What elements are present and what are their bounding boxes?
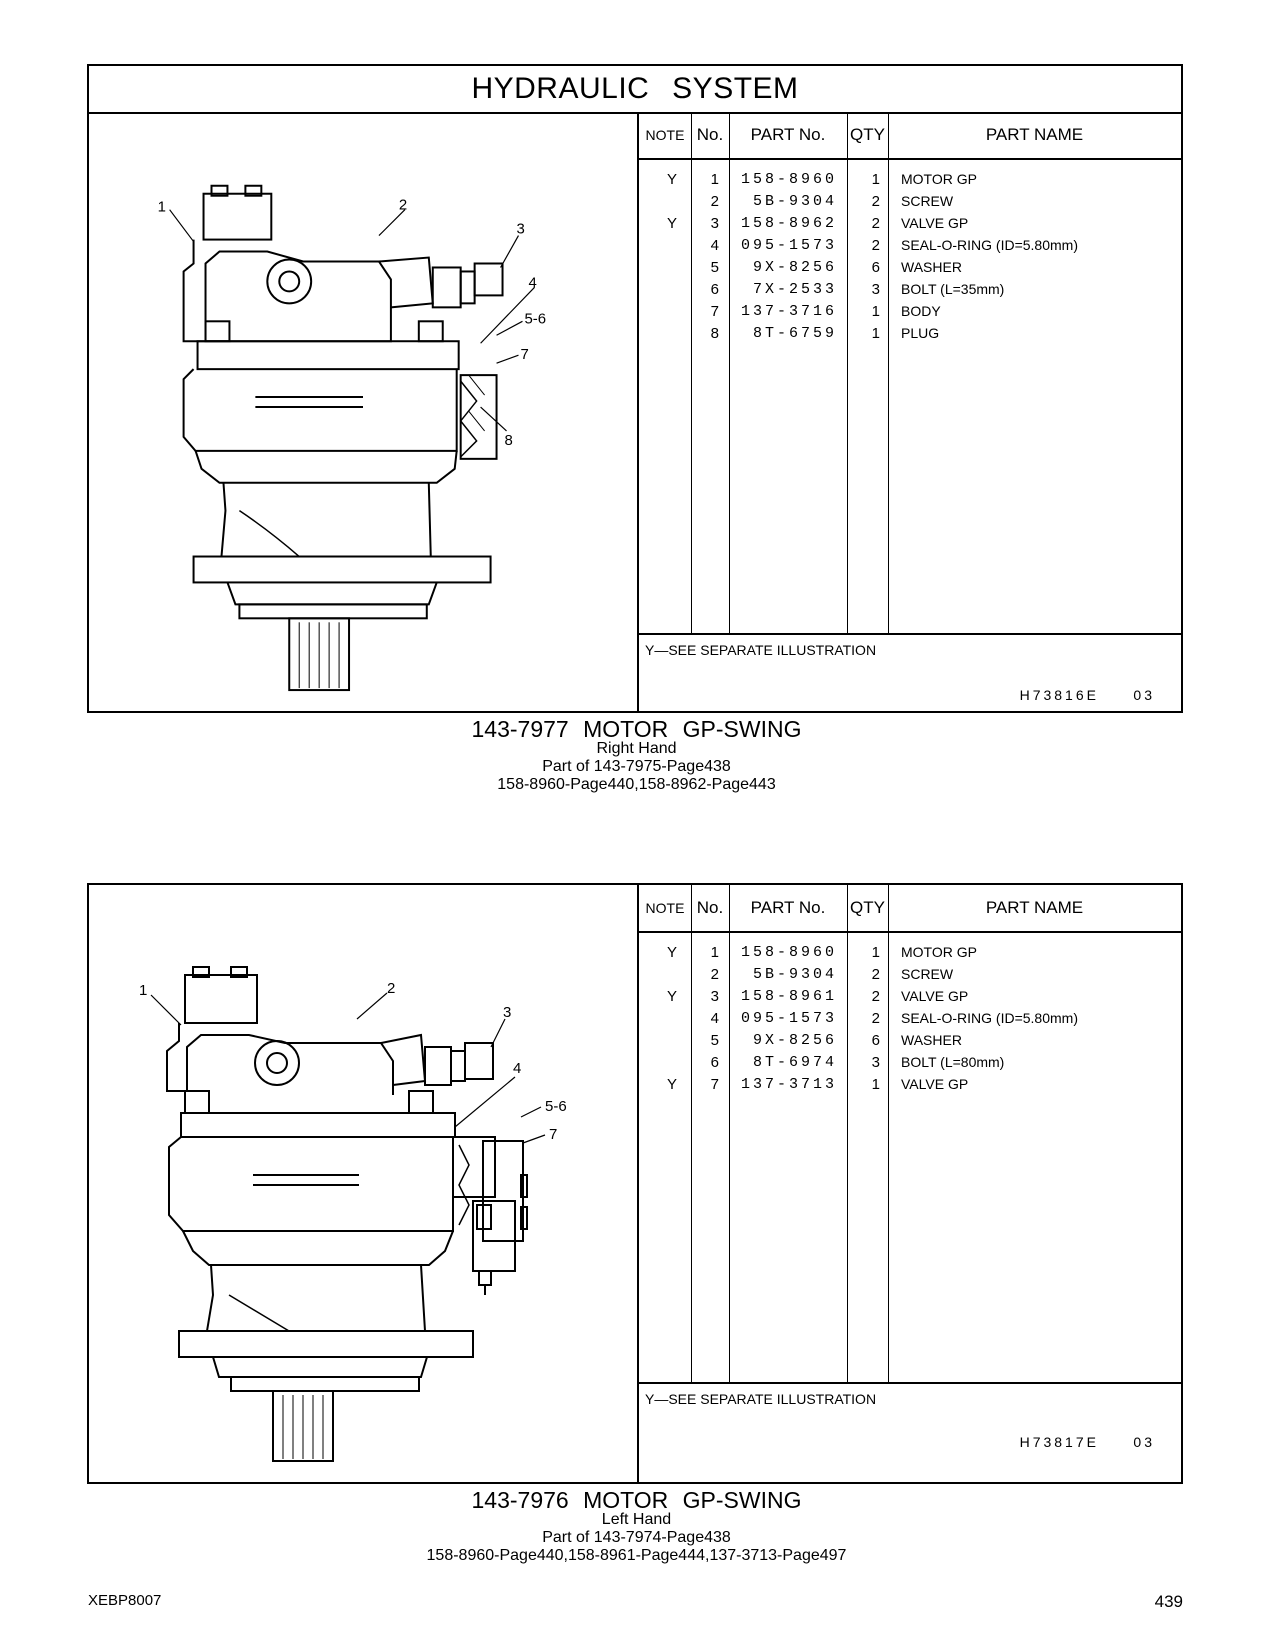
row-part-name: MOTOR GP [901,944,977,960]
row-quantity: 6 [871,259,880,276]
row-note [639,234,691,257]
motor-illustration [89,885,637,1482]
row-number: 7 [710,1076,719,1093]
row-part-name: VALVE GP [901,215,969,231]
row-part-number: 095-1573 [740,1010,837,1027]
row-note: Y [666,988,677,1005]
row-number: 6 [710,1054,719,1071]
callout-label: 3 [503,1004,512,1021]
row-note [639,1007,691,1030]
footnote: Y—SEE SEPARATE ILLUSTRATION [645,1391,877,1407]
document-code: XEBP8007 [88,1592,162,1609]
callout-label: 7 [549,1126,558,1143]
list-bottom-divider [639,1382,1181,1384]
row-part-number: 9X-8256 [752,259,837,276]
row-number: 3 [710,215,719,232]
row-note [639,1051,691,1074]
reference-revision: 03 [1133,687,1155,703]
row-part-name: PLUG [901,325,940,341]
column-header-part-number: PART No. [750,898,826,917]
column-divider [888,885,889,1382]
row-quantity: 1 [871,303,880,320]
illustration-reference [1020,687,1155,703]
row-note [639,963,691,986]
caption-title: 143-7977 MOTOR GP-SWING [471,716,802,742]
page-title: HYDRAULIC SYSTEM [89,66,1181,114]
row-quantity: 2 [871,1010,880,1027]
illustration-reference [1020,1434,1155,1450]
row-part-number: 5B-9304 [752,193,837,210]
row-note: Y [666,944,677,961]
column-divider [888,112,889,633]
row-number: 4 [710,1010,719,1027]
row-note [639,300,691,323]
header-divider [639,931,1181,933]
group-caption-left-hand [0,1489,1273,1565]
list-bottom-divider [639,633,1181,635]
row-quantity: 1 [871,171,880,188]
parts-panel-right-hand [87,64,1183,713]
row-note [639,278,691,301]
row-part-name: SCREW [901,193,954,209]
row-quantity: 1 [871,1076,880,1093]
column-header-part-name: PART NAME [985,125,1084,144]
row-part-name: VALVE GP [901,1076,969,1092]
row-quantity: 2 [871,237,880,254]
row-quantity: 2 [871,966,880,983]
callout-label: 2 [387,980,396,997]
row-part-name: MOTOR GP [901,171,977,187]
row-note [639,1029,691,1052]
row-part-name: VALVE GP [901,988,969,1004]
row-quantity: 1 [871,325,880,342]
caption-page-references: 158-8960-Page440,158-8962-Page443 [497,776,776,793]
row-number: 2 [710,966,719,983]
row-part-number: 158-8961 [740,988,837,1005]
row-note [639,190,691,213]
column-header-quantity: QTY [850,898,885,917]
row-quantity: 6 [871,1032,880,1049]
row-number: 1 [710,171,719,188]
reference-code: H73817E [1019,1434,1099,1450]
column-header-part-number: PART No. [750,125,826,144]
row-quantity: 1 [871,944,880,961]
row-part-name: BOLT (L=35mm) [901,281,1005,297]
parts-panel-left-hand [87,883,1183,1484]
row-part-number: 137-3713 [740,1076,837,1093]
row-note: Y [666,1076,677,1093]
reference-revision: 03 [1133,1434,1155,1450]
callout-label: 1 [139,982,148,999]
row-quantity: 2 [871,988,880,1005]
callout-label: 2 [398,196,408,214]
caption-part-of: Part of 143-7974-Page438 [542,1529,731,1546]
row-number: 5 [710,259,719,276]
callout-label: 1 [157,198,166,216]
row-quantity: 2 [871,215,880,232]
row-part-name: SCREW [901,966,954,982]
row-note: Y [666,215,677,232]
exploded-view-drawing [89,885,637,1482]
header-divider [639,158,1181,160]
caption-part-of: Part of 143-7975-Page438 [542,758,731,775]
exploded-view-drawing [89,112,637,711]
row-part-name: SEAL-O-RING (ID=5.80mm) [901,1010,1078,1026]
page-number: 439 [1154,1592,1183,1611]
row-part-number: 158-8960 [740,171,837,188]
row-part-number: 9X-8256 [752,1032,837,1049]
row-part-number: 8T-6759 [752,325,837,342]
row-number: 2 [710,193,719,210]
row-part-number: 137-3716 [740,303,837,320]
column-header-number: No. [696,125,724,144]
callout-label: 5-6 [524,310,547,328]
row-part-name: BODY [901,303,941,319]
row-number: 6 [710,281,719,298]
group-caption-right-hand [0,718,1273,794]
column-header-note: NOTE [645,900,685,916]
row-quantity: 3 [871,1054,880,1071]
row-part-name: BOLT (L=80mm) [901,1054,1005,1070]
row-note [639,256,691,279]
row-number: 1 [710,944,719,961]
motor-illustration [89,112,637,711]
row-number: 4 [710,237,719,254]
row-part-number: 7X-2533 [752,281,837,298]
row-part-number: 095-1573 [740,237,837,254]
callout-label: 7 [520,346,529,364]
row-note [639,322,691,345]
caption-hand: Left Hand [601,1511,672,1528]
caption-page-references: 158-8960-Page440,158-8961-Page444,137-3713-Page497 [426,1547,847,1564]
callout-label: 5-6 [545,1098,567,1115]
row-number: 5 [710,1032,719,1049]
row-part-name: WASHER [901,1032,962,1048]
callout-label: 4 [528,274,537,292]
row-number: 8 [710,325,719,342]
row-number: 7 [710,303,719,320]
row-part-name: SEAL-O-RING (ID=5.80mm) [901,237,1078,253]
footnote: Y—SEE SEPARATE ILLUSTRATION [645,642,877,658]
callout-label: 4 [513,1060,522,1077]
row-part-number: 8T-6974 [752,1054,837,1071]
column-header-quantity: QTY [850,125,885,144]
callout-label: 8 [504,431,513,449]
column-header-number: No. [696,898,724,917]
column-header-note: NOTE [645,127,685,143]
row-part-name: WASHER [901,259,962,275]
row-note: Y [666,171,677,188]
caption-title: 143-7976 MOTOR GP-SWING [471,1487,802,1513]
row-quantity: 3 [871,281,880,298]
parts-list-table [637,885,1181,1482]
row-part-number: 158-8960 [740,944,837,961]
row-number: 3 [710,988,719,1005]
caption-hand: Right Hand [596,740,677,757]
row-quantity: 2 [871,193,880,210]
parts-list-table [637,112,1181,711]
row-part-number: 5B-9304 [752,966,837,983]
column-header-part-name: PART NAME [985,898,1084,917]
callout-label: 3 [516,220,525,238]
row-part-number: 158-8962 [740,215,837,232]
reference-code: H73816E [1019,687,1099,703]
